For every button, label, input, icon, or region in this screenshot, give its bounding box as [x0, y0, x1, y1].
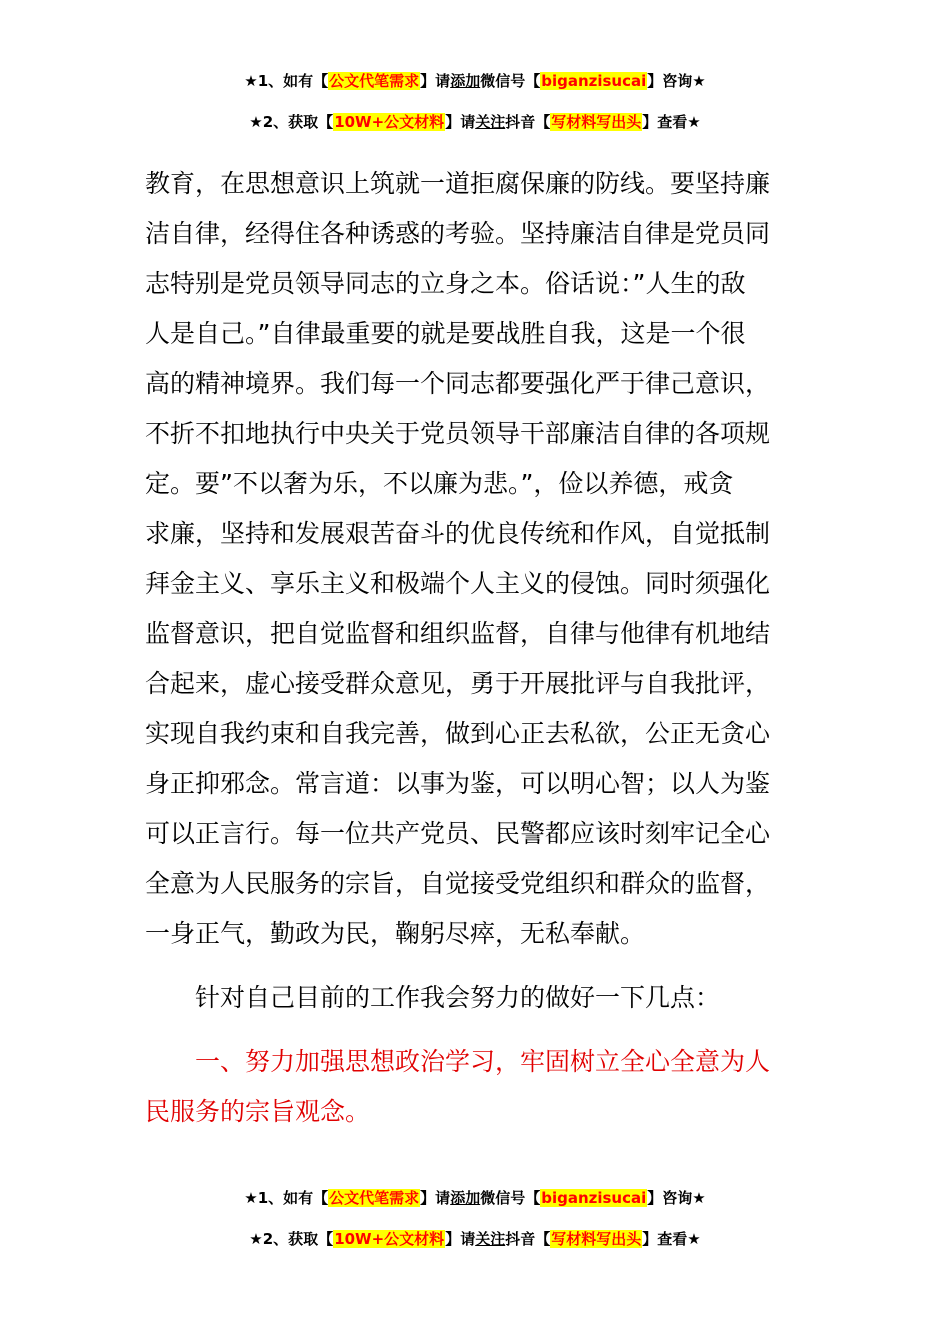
- banner-highlight: 10W+公文材料: [334, 1230, 445, 1248]
- heading-line: 民服务的宗旨观念。: [145, 1097, 371, 1126]
- paragraph-1: [145, 159, 810, 959]
- promo-banner-line-2: [0, 111, 950, 133]
- banner-suffix: 】查看★: [642, 1230, 701, 1248]
- banner-douyin-id: 写材料写出头: [551, 1230, 642, 1248]
- text-line: 可以正言行。每一位共产党员、民警都应该时刻牢记全心: [145, 819, 771, 848]
- banner-underlined-text: 关注: [475, 1230, 506, 1248]
- banner-highlight: 公文代笔需求: [329, 1189, 420, 1207]
- banner-highlight: 公文代笔需求: [329, 72, 420, 90]
- banner-text: 微信号【: [480, 72, 541, 90]
- banner-highlight: 10W+公文材料: [334, 113, 445, 131]
- banner-text: 】请: [420, 72, 451, 90]
- paragraph-2: [145, 973, 810, 1023]
- paragraph-spacer: [145, 959, 810, 973]
- text-line: 人是自己。”自律最重要的就是要战胜自我，这是一个很: [145, 319, 746, 348]
- section-heading: [145, 1037, 810, 1137]
- text-line: 志特别是党员领导同志的立身之本。俗话说：”人生的敌: [145, 269, 746, 298]
- text-line: 不折不扣地执行中央关于党员领导干部廉洁自律的各项规: [145, 419, 771, 448]
- document-body: [145, 159, 810, 1137]
- text-line: 洁自律，经得住各种诱惑的考验。坚持廉洁自律是党员同: [145, 219, 771, 248]
- banner-prefix: ★1、如有【: [244, 1189, 329, 1207]
- heading-line: 一、努力加强思想政治学习，牢固树立全心全意为人: [195, 1047, 771, 1076]
- banner-underlined-text: 添加: [450, 1189, 481, 1207]
- banner-wechat-id: biganzisucai: [541, 72, 647, 90]
- text-line: 一身正气，勤政为民，鞠躬尽瘁，无私奉献。: [145, 919, 646, 948]
- banner-prefix: ★1、如有【: [244, 72, 329, 90]
- text-line: 身正抑邪念。常言道：以事为鉴，可以明心智；以人为鉴: [145, 769, 771, 798]
- banner-douyin-id: 写材料写出头: [551, 113, 642, 131]
- text-line: 拜金主义、享乐主义和极端个人主义的侵蚀。同时须强化: [145, 569, 771, 598]
- text-line: 合起来，虚心接受群众意见，勇于开展批评与自我批评，: [145, 669, 771, 698]
- banner-text: 抖音【: [505, 1230, 551, 1248]
- banner-suffix: 】咨询★: [647, 1189, 706, 1207]
- text-line: 实现自我约束和自我完善，做到心正去私欲，公正无贪心: [145, 719, 771, 748]
- banner-text: 微信号【: [480, 1189, 541, 1207]
- banner-prefix: ★2、获取【: [249, 1230, 334, 1248]
- text-line: 监督意识，把自觉监督和组织监督，自律与他律有机地结: [145, 619, 771, 648]
- text-line: 求廉，坚持和发展艰苦奋斗的优良传统和作风，自觉抵制: [145, 519, 771, 548]
- banner-text: 】请: [445, 113, 476, 131]
- text-line: 针对自己目前的工作我会努力的做好一下几点：: [195, 983, 721, 1012]
- banner-suffix: 】查看★: [642, 113, 701, 131]
- banner-underlined-text: 关注: [475, 113, 506, 131]
- text-line: 定。要”不以奢为乐，不以廉为悲。”，俭以养德，戒贪: [145, 469, 734, 498]
- banner-text: 】请: [420, 1189, 451, 1207]
- promo-banner-line-1-bottom: [0, 1187, 950, 1209]
- banner-suffix: 】咨询★: [647, 72, 706, 90]
- text-line: 教育，在思想意识上筑就一道拒腐保廉的防线。要坚持廉: [145, 169, 771, 198]
- banner-text: 】请: [445, 1230, 476, 1248]
- paragraph-spacer: [145, 1023, 810, 1037]
- promo-banner-line-2-bottom: [0, 1228, 950, 1250]
- banner-underlined-text: 添加: [450, 72, 481, 90]
- promo-banner-line-1: [0, 70, 950, 92]
- banner-text: 抖音【: [505, 113, 551, 131]
- banner-prefix: ★2、获取【: [249, 113, 334, 131]
- text-line: 高的精神境界。我们每一个同志都要强化严于律己意识，: [145, 369, 771, 398]
- banner-wechat-id: biganzisucai: [541, 1189, 647, 1207]
- text-line: 全意为人民服务的宗旨，自觉接受党组织和群众的监督，: [145, 869, 771, 898]
